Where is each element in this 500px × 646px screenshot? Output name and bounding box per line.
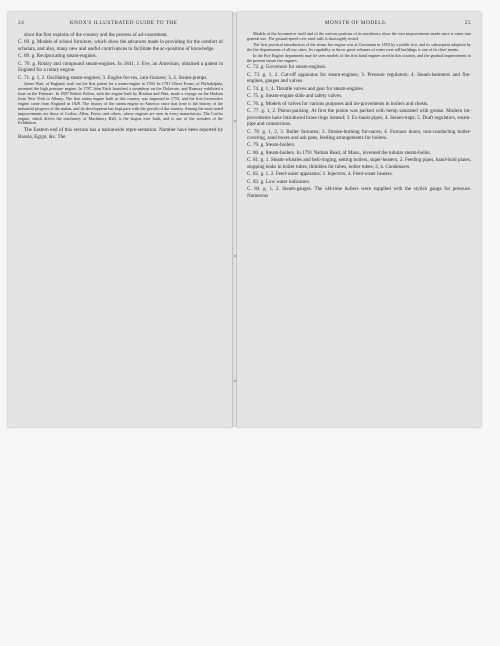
catalog-entry: C. 79. g. Steam-boilers. (247, 142, 296, 149)
catalog-entry: C. 72. g. Governors for steam-engines. (247, 64, 327, 71)
small-print-paragraph: The first practical introduction of the steam fire engine was at Cincinnati in 1853 by a public test, and its subsequent adoption by the fire departments of all our cities. Its capability to throw great volumes of water over tall buildings is one of its chief merits. (247, 41, 471, 52)
catalog-entry: C. 71. g. 1, 2. Oscillating steam-engines; 3. Engine for-ces, cam-fixtures; 3, 4. Steam-pumps. (18, 74, 208, 81)
small-print-paragraph: Models of the locomotive itself and of the various portions of its machinery show the vast improvements made since it came into general use. The ground-speed over steel rails is thoroughly tested. (247, 31, 471, 41)
small-print-paragraph: James Watt, of England, took out the first patent for a steam-engine in 1769. In 1781 Oliver Evans, of Philadelphia, invented the high pressure engine. In 1787 John Fitch launched a steamboat on the Delaware, and Rumsey exhibited a boat on the Potomac. In 1807 Robert Fulton, with the engine built by Boulton and Watt, made a voyage on the Hudson from New York to Albany. The first steam engine built in this country was imported in 1753, and the first locomotive engine came from England in 1829. The history of the steam engine in America since that time is the history of the industrial progress of the nation, and its development has kept pace with the growth of the country. Among the most noted improvements are those of Corliss, Allen, Porter, and others, whose engines are seen in every manufactory. The Corliss engine, which drives the machinery of Machinery Hall, is the largest ever built, and is one of the wonders of the Exhibition. (18, 81, 223, 126)
catalog-entry: C. 73. g. 1, 2. Cut-off apparatus for steam-engines; 3. Pressure regulators; 4. Steam-hammers and fire-engines, gauges and valves. (247, 71, 471, 85)
right-running-head: MONSTR OF MODELS. (324, 20, 388, 26)
right-page-header (247, 20, 471, 26)
left-page-header (18, 20, 223, 26)
catalog-entry: C. 81. g. 1. Steam-whistles and bell-ringing, setting boilers, super-heaters; 2. Feeding pipes, hand-hold plates, stopping leaks in boiler tubes, thimbles for tubes, boiler tubes; 3, 4. Condensers. (247, 157, 471, 170)
left-page (8, 12, 233, 427)
catalog-entry: C. 80. g. Steam-boilers. In 1791 Nathan Read, of Mass., invented the tubular steam-boiler. (247, 149, 432, 156)
catalog-entry: C. 74. g. 1, 4. Throttle valves and gear for steam-engines. (247, 85, 365, 92)
catalog-entry: C. 69. g. Models of school furniture, which show the advances made in providing for the comfort of scholars, and also, many new and useful contrivances to facilitate the ac-quisition of knowledge. (18, 39, 223, 52)
left-page-number: 24 (18, 20, 25, 26)
catalog-entry: C. 76. g. Models of valves for various purposes and im-provements in boilers and chests. (247, 100, 429, 107)
right-page-body (247, 32, 471, 200)
paragraph: since the first exploits of the country and the process of ad-vancement. (24, 32, 168, 38)
binding-stitch-mark (234, 120, 236, 122)
catalog-entry: C. 78. g. 1, 2, 3. Boiler furnaces; 3. Smoke-burning fur-naces; 4. Furnace doors, non-conducting boiler-covering, sand boxes and ash pans, feeding arrangements for boilers. (247, 128, 471, 141)
right-page-number: 25 (464, 20, 471, 26)
right-page (237, 12, 481, 427)
left-page-body (18, 32, 223, 141)
catalog-entry: C. 83. g. Low water indicators. (247, 178, 311, 185)
small-print-paragraph: In the Fire Engine department may be seen models of the first hand engines used in this country, and the gradual improvement to the present steam fire engines. (247, 52, 471, 63)
catalog-entry: C. 82. g. 1, 2. Feed-water apparatus; 3. Injectors; 4. Feed-water heaters. (247, 171, 393, 178)
catalog-entry: C. 75. g. Steam-engine slide and safety valves. (247, 93, 343, 100)
binding-stitch-mark (234, 380, 236, 382)
catalog-entry: C. 70. g. Rotary and compound steam-engines. In 1841, J. Eve, an American, obtained a patent in England for a rotary engine. (18, 60, 223, 74)
binding-stitch-mark (234, 255, 236, 257)
catalog-entry: C. 69. g. Reciprocating steam-engines. (18, 53, 97, 60)
left-running-head: KNOX'S ILLUSTRATED GUIDE TO THE (69, 20, 178, 26)
catalog-entry: C. 84. g. 1, 2. Steam-gauges. The old-time boilers were supplied with the stylish gauge for pressure. Numerous (247, 186, 471, 199)
closing-paragraph: The Eastern end of this section has a nationwide repre-sentation. Number have been reported by Russia, Egypt, &c. The (18, 127, 223, 140)
catalog-entry: C. 77. g. 1, 2. Piston-packing. At first the piston was packed with hemp saturated with grease. Modern im-provements have introduced brass rings instead; 3. Ex-haust pipes; 4. Steam-traps; 5. Draft regulators, steam-pipe and connections. (247, 108, 471, 128)
